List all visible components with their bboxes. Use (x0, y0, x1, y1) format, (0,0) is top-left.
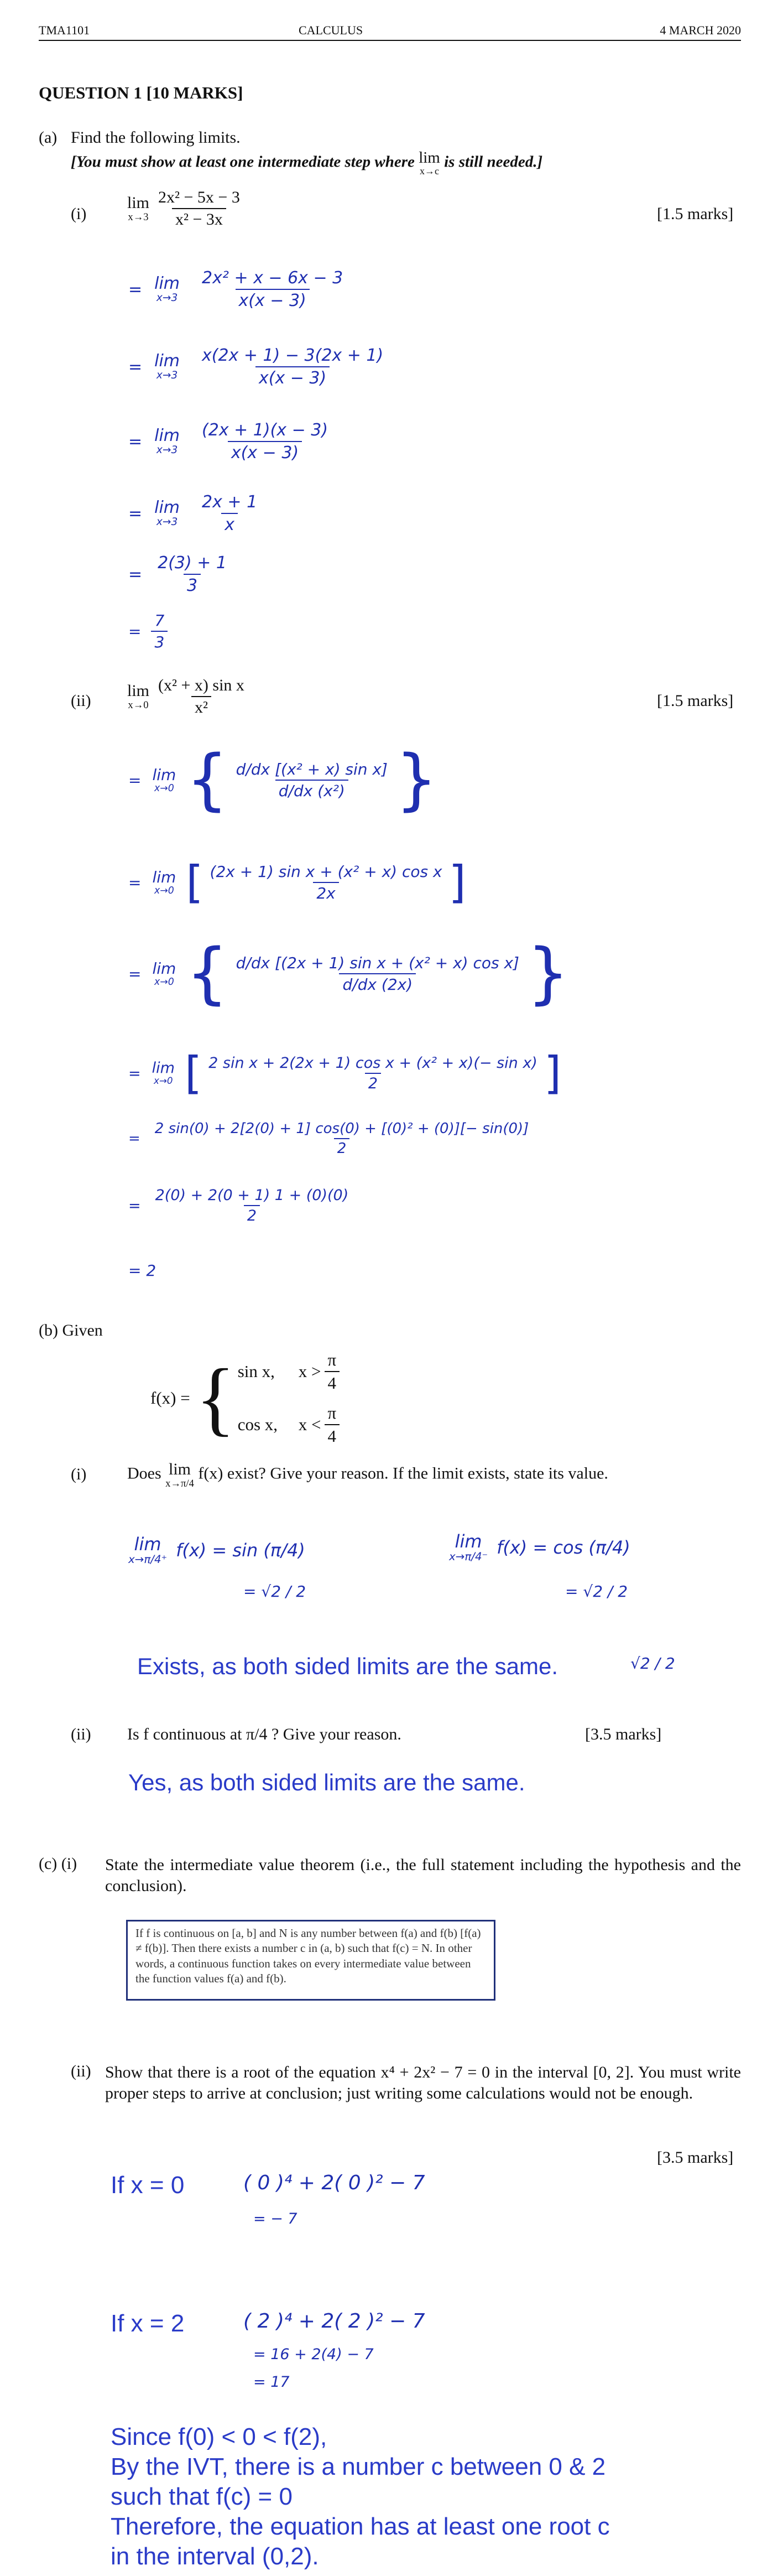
b-i-answer-value: √2 / 2 (630, 1654, 675, 1673)
part-c-label: (c) (i) (39, 1855, 77, 1873)
a-ii-step-1: = lim x→0 { $\frac{\text{d/dx [(x² + x) sin x]}}{\text{d/dx (x²)}}$ } (128, 741, 438, 818)
a-i-answer: = $\frac{7}{3}$ (128, 611, 168, 651)
conclusion-line: Therefore, the equation has at least one root c (111, 2513, 610, 2541)
c-ii-case2-value: = 17 (253, 2374, 290, 2391)
part-a-instruction: [You must show at least one intermediate step where lim x→c is still needed.] (71, 149, 543, 177)
course-code: TMA1101 (39, 23, 90, 37)
part-a-i-expression: lim x→3 $\frac{\text{2x² − 5x − 3}}{\text{x² − 3x}}$ (127, 188, 240, 228)
part-c-ii-question: Show that there is a root of the equation x⁴ + 2x² − 7 = 0 in the interval [0, 2]. You must write proper steps to arrive at conclusion; just writing some calculations would not be enough. (105, 2063, 741, 2103)
c-ii-case0-expression: ( 0 )⁴ + 2( 0 )² − 7 (243, 2172, 425, 2194)
part-a-i-label: (i) (71, 205, 87, 223)
c-ii-case2-step: = 16 + 2(4) − 7 (253, 2346, 374, 2363)
part-a-ii-label: (ii) (71, 692, 91, 710)
conclusion-line: such that f(c) = 0 (111, 2483, 293, 2511)
a-i-substitution: = $\frac{2(3) + 1}{3}$ (128, 553, 227, 595)
b-i-left-limit: lim x→π/4⁻ f(x) = cos (π/4) (449, 1531, 630, 1563)
part-c-i-question: State the intermediate value theorem (i.e., the full statement including the hypothesis and the conclusion). (105, 1856, 741, 1895)
a-ii-result: = 2 (128, 1261, 156, 1280)
conclusion-line: Since f(0) < 0 < f(2), (111, 2423, 327, 2450)
part-a-ii-marks: [1.5 marks] (657, 692, 734, 710)
part-b-ii-question: Is f continuous at π/4 ? Give your reason. (127, 1725, 401, 1743)
part-c-ii-label: (ii) (71, 2062, 91, 2080)
a-ii-step-2: = lim x→0 [ $\frac{\text{(2x + 1) sin x + (x² + x) cos x}}{2x}$ ] (128, 856, 466, 908)
b-i-left-limit-value: = √2 / 2 (565, 1582, 628, 1601)
piecewise-function: f(x) = { sin x, x > $\frac{\pi}{4}$ cos x, x < $\frac{\pi}{4}$ (150, 1350, 340, 1446)
exam-date: 4 MARCH 2020 (660, 23, 741, 37)
c-ii-conclusion (111, 2422, 610, 2572)
a-ii-step-5: = $\frac{\text{2 sin(0) + 2[2(0) + 1] cos(0) + [(0)² + (0)][− sin(0)]}}{2}$ (128, 1120, 529, 1157)
a-ii-step-4: = lim x→0 [ $\frac{\text{2 sin x + 2(2x + 1) cos x + (x² + x)(− sin x)}}{2}$ ] (128, 1047, 562, 1099)
part-b-ii-marks: [3.5 marks] (585, 1725, 662, 1743)
part-a-ii-expression: lim x→0 $\frac{\text{(x² + x) sin x}}{\text{x²}}$ (127, 676, 244, 716)
a-i-step-3: = lim x→3 $\frac{(2x + 1)(x - 3)}{x(x - 3)}$ (128, 420, 328, 463)
b-ii-typed-answer: Yes, as both sided limits are the same. (128, 1769, 525, 1795)
b-i-right-limit: lim x→π/4⁺ f(x) = sin (π/4) (128, 1534, 305, 1566)
part-b-i-label: (i) (71, 1465, 87, 1483)
c-ii-case0-label: If x = 0 (111, 2172, 185, 2199)
b-i-right-limit-value: = √2 / 2 (243, 1582, 306, 1601)
part-c-ii-marks: [3.5 marks] (657, 2148, 734, 2167)
c-ii-case2-expression: ( 2 )⁴ + 2( 2 )² − 7 (243, 2310, 425, 2333)
page-header (39, 23, 741, 41)
part-b-label: (b) Given (39, 1321, 103, 1339)
a-i-step-2: = lim x→3 $\frac{x(2x + 1) - 3(2x + 1)}{x(x - 3)}$ (128, 346, 384, 388)
ivt-statement: If f is continuous on [a, b] and N is any number between f(a) and f(b) [f(a) ≠ f(b)]. Then there exists a number c in (a, b) such that f(c) = N. In other words, a continuous function takes on every intermediate value between the function values f(a) and f(b). (135, 1926, 481, 1985)
c-ii-case0-value: = − 7 (253, 2210, 297, 2227)
a-i-step-1: = lim x→3 $\frac{\text{2x² + x − 6x − 3}}{x(x - 3)}$ (128, 268, 343, 310)
question-title: QUESTION 1 [10 MARKS] (39, 83, 243, 102)
conclusion-line: By the IVT, there is a number c between 0 & 2 (111, 2453, 606, 2481)
b-i-typed-answer: Exists, as both sided limits are the same. (137, 1653, 558, 1679)
a-ii-step-3: = lim x→0 { $\frac{\text{d/dx [(2x + 1) sin x + (x² + x) cos x]}}{d/dx (2x)}$ } (128, 935, 570, 1012)
a-i-step-4: = lim x→3 $\frac{2x + 1}{x}$ (128, 492, 258, 534)
part-a-prompt: Find the following limits. (71, 128, 241, 147)
subject-title: CALCULUS (299, 23, 363, 37)
part-a-label: (a) (39, 128, 58, 147)
part-b-i-question: Does lim x→π/4 f(x) exist? Give your reason. If the limit exists, state its value. (127, 1460, 608, 1489)
part-b-ii-label: (ii) (71, 1725, 91, 1743)
ivt-statement-box (126, 1920, 495, 2001)
a-ii-step-6: = $\frac{2(0) + 2(0 + 1) 1 + (0)(0)}{2}$ (128, 1187, 349, 1224)
part-a-i-marks: [1.5 marks] (657, 205, 734, 223)
c-ii-case2-label: If x = 2 (111, 2310, 185, 2337)
conclusion-line: in the interval (0,2). (111, 2543, 319, 2570)
